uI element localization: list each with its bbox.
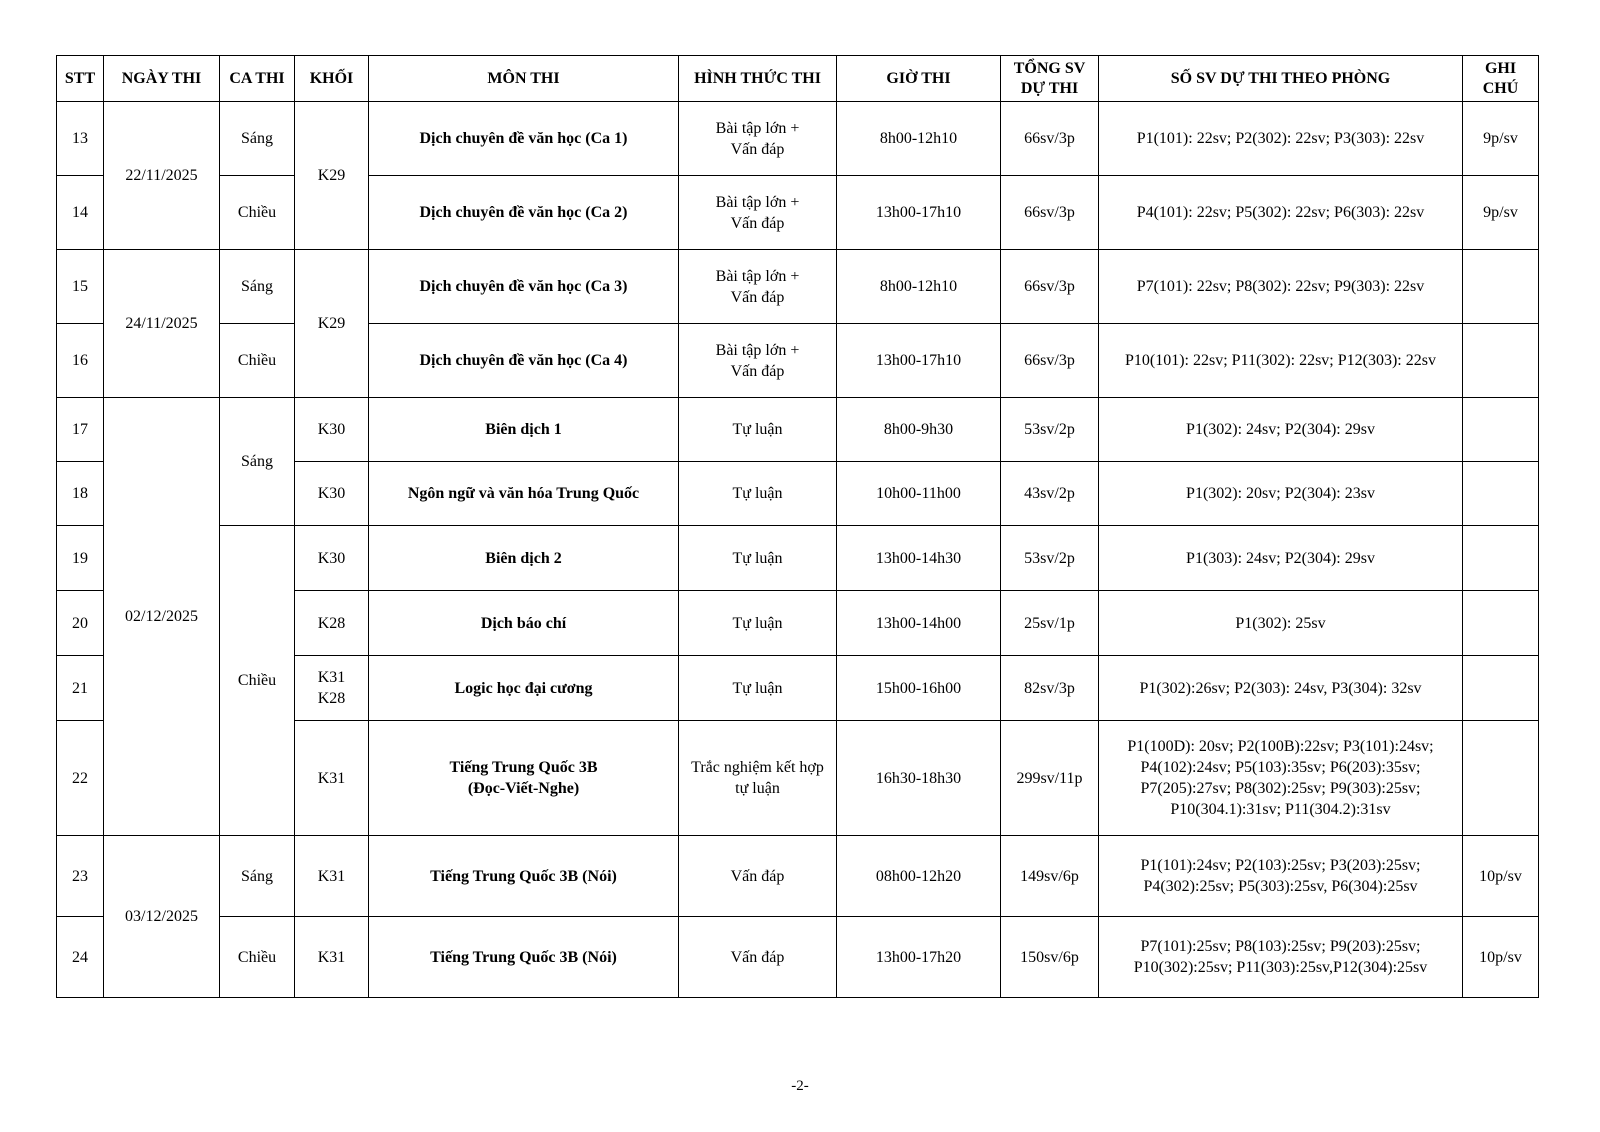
row-format: Tự luận xyxy=(679,462,837,526)
row-stt: 18 xyxy=(57,462,104,526)
row-subject: Dịch chuyên đề văn học (Ca 2) xyxy=(369,176,679,250)
header-time: GIỜ THI xyxy=(837,56,1001,102)
row-stt: 13 xyxy=(57,102,104,176)
row-subject: Dịch chuyên đề văn học (Ca 1) xyxy=(369,102,679,176)
row-rooms: P7(101):25sv; P8(103):25sv; P9(203):25sv; P10(302):25sv; P11(303):25sv,P12(304):25sv xyxy=(1099,917,1463,998)
row-format: Tự luận xyxy=(679,656,837,721)
header-total: TỔNG SV DỰ THI xyxy=(1001,56,1099,102)
row-subject: Ngôn ngữ và văn hóa Trung Quốc xyxy=(369,462,679,526)
row-time: 8h00-12h10 xyxy=(837,250,1001,324)
row-stt: 21 xyxy=(57,656,104,721)
row-stt: 19 xyxy=(57,526,104,591)
row-note xyxy=(1463,721,1539,836)
row-note xyxy=(1463,250,1539,324)
row-total: 43sv/2p xyxy=(1001,462,1099,526)
row-format: Trắc nghiệm kết hợp tự luận xyxy=(679,721,837,836)
row-total: 53sv/2p xyxy=(1001,398,1099,462)
row-rooms: P1(302): 20sv; P2(304): 23sv xyxy=(1099,462,1463,526)
exam-shift: Sáng xyxy=(220,836,295,917)
exam-date: 24/11/2025 xyxy=(104,250,220,398)
row-total: 25sv/1p xyxy=(1001,591,1099,656)
row-format: Vấn đáp xyxy=(679,836,837,917)
exam-shift: Chiều xyxy=(220,917,295,998)
row-time: 15h00-16h00 xyxy=(837,656,1001,721)
exam-shift: Sáng xyxy=(220,250,295,324)
exam-date: 02/12/2025 xyxy=(104,398,220,836)
row-total: 53sv/2p xyxy=(1001,526,1099,591)
row-time: 10h00-11h00 xyxy=(837,462,1001,526)
row-rooms: P1(100D): 20sv; P2(100B):22sv; P3(101):24sv; P4(102):24sv; P5(103):35sv; P6(203):35sv; P7(205):27sv; P8(302):25sv; P9(303):25sv; P10(304.1):31sv; P11(304.2):31sv xyxy=(1099,721,1463,836)
header-rooms: SỐ SV DỰ THI THEO PHÒNG xyxy=(1099,56,1463,102)
row-note xyxy=(1463,526,1539,591)
header-stt: STT xyxy=(57,56,104,102)
row-note xyxy=(1463,398,1539,462)
row-grade: K29 xyxy=(295,102,369,250)
row-grade: K31 K28 xyxy=(295,656,369,721)
row-subject: Dịch chuyên đề văn học (Ca 4) xyxy=(369,324,679,398)
row-note xyxy=(1463,656,1539,721)
row-rooms: P1(302): 25sv xyxy=(1099,591,1463,656)
header-date: NGÀY THI xyxy=(104,56,220,102)
row-grade: K28 xyxy=(295,591,369,656)
row-stt: 23 xyxy=(57,836,104,917)
row-time: 13h00-14h00 xyxy=(837,591,1001,656)
exam-shift: Sáng xyxy=(220,102,295,176)
header-subject: MÔN THI xyxy=(369,56,679,102)
row-total: 66sv/3p xyxy=(1001,176,1099,250)
row-stt: 17 xyxy=(57,398,104,462)
row-total: 66sv/3p xyxy=(1001,102,1099,176)
row-note xyxy=(1463,462,1539,526)
table-row xyxy=(57,836,1539,917)
row-time: 8h00-9h30 xyxy=(837,398,1001,462)
row-stt: 22 xyxy=(57,721,104,836)
row-format: Tự luận xyxy=(679,398,837,462)
row-time: 8h00-12h10 xyxy=(837,102,1001,176)
row-stt: 15 xyxy=(57,250,104,324)
row-stt: 24 xyxy=(57,917,104,998)
row-format: Bài tập lớn + Vấn đáp xyxy=(679,176,837,250)
header-row xyxy=(57,56,1539,102)
row-rooms: P1(101):24sv; P2(103):25sv; P3(203):25sv; P4(302):25sv; P5(303):25sv, P6(304):25sv xyxy=(1099,836,1463,917)
row-total: 66sv/3p xyxy=(1001,250,1099,324)
row-note: 10p/sv xyxy=(1463,836,1539,917)
exam-shift: Chiều xyxy=(220,176,295,250)
row-time: 13h00-17h10 xyxy=(837,324,1001,398)
exam-date: 22/11/2025 xyxy=(104,102,220,250)
row-note: 10p/sv xyxy=(1463,917,1539,998)
row-time: 16h30-18h30 xyxy=(837,721,1001,836)
row-total: 66sv/3p xyxy=(1001,324,1099,398)
row-time: 13h00-17h10 xyxy=(837,176,1001,250)
table-row xyxy=(57,526,1539,591)
row-rooms: P4(101): 22sv; P5(302): 22sv; P6(303): 22sv xyxy=(1099,176,1463,250)
row-rooms: P10(101): 22sv; P11(302): 22sv; P12(303): 22sv xyxy=(1099,324,1463,398)
exam-shift: Chiều xyxy=(220,324,295,398)
exam-shift: Sáng xyxy=(220,398,295,526)
row-subject: Dịch báo chí xyxy=(369,591,679,656)
row-total: 149sv/6p xyxy=(1001,836,1099,917)
row-grade: K30 xyxy=(295,398,369,462)
exam-shift: Chiều xyxy=(220,526,295,836)
row-note xyxy=(1463,324,1539,398)
row-note xyxy=(1463,591,1539,656)
row-subject: Tiếng Trung Quốc 3B (Đọc-Viết-Nghe) xyxy=(369,721,679,836)
row-subject: Logic học đại cương xyxy=(369,656,679,721)
table-row xyxy=(57,324,1539,398)
exam-schedule-table xyxy=(56,55,1539,998)
row-time: 08h00-12h20 xyxy=(837,836,1001,917)
row-grade: K31 xyxy=(295,917,369,998)
header-grade: KHỐI xyxy=(295,56,369,102)
row-grade: K31 xyxy=(295,836,369,917)
row-note: 9p/sv xyxy=(1463,102,1539,176)
table-row xyxy=(57,102,1539,176)
row-subject: Biên dịch 2 xyxy=(369,526,679,591)
header-shift: CA THI xyxy=(220,56,295,102)
row-time: 13h00-14h30 xyxy=(837,526,1001,591)
header-note: GHI CHÚ xyxy=(1463,56,1539,102)
row-grade: K31 xyxy=(295,721,369,836)
row-grade: K30 xyxy=(295,526,369,591)
row-format: Bài tập lớn + Vấn đáp xyxy=(679,250,837,324)
row-note: 9p/sv xyxy=(1463,176,1539,250)
row-subject: Dịch chuyên đề văn học (Ca 3) xyxy=(369,250,679,324)
row-stt: 20 xyxy=(57,591,104,656)
row-rooms: P7(101): 22sv; P8(302): 22sv; P9(303): 22sv xyxy=(1099,250,1463,324)
row-stt: 16 xyxy=(57,324,104,398)
row-subject: Tiếng Trung Quốc 3B (Nói) xyxy=(369,917,679,998)
table-row xyxy=(57,250,1539,324)
row-subject: Biên dịch 1 xyxy=(369,398,679,462)
row-grade: K30 xyxy=(295,462,369,526)
row-format: Tự luận xyxy=(679,591,837,656)
row-rooms: P1(303): 24sv; P2(304): 29sv xyxy=(1099,526,1463,591)
header-format: HÌNH THỨC THI xyxy=(679,56,837,102)
row-format: Bài tập lớn + Vấn đáp xyxy=(679,324,837,398)
row-total: 299sv/11p xyxy=(1001,721,1099,836)
row-stt: 14 xyxy=(57,176,104,250)
row-rooms: P1(101): 22sv; P2(302): 22sv; P3(303): 22sv xyxy=(1099,102,1463,176)
row-total: 150sv/6p xyxy=(1001,917,1099,998)
page-number: -2- xyxy=(791,1078,809,1094)
exam-date: 03/12/2025 xyxy=(104,836,220,998)
table-row xyxy=(57,917,1539,998)
row-total: 82sv/3p xyxy=(1001,656,1099,721)
table-row xyxy=(57,176,1539,250)
table-row xyxy=(57,398,1539,462)
row-format: Bài tập lớn + Vấn đáp xyxy=(679,102,837,176)
row-grade: K29 xyxy=(295,250,369,398)
row-format: Vấn đáp xyxy=(679,917,837,998)
row-rooms: P1(302): 24sv; P2(304): 29sv xyxy=(1099,398,1463,462)
row-subject: Tiếng Trung Quốc 3B (Nói) xyxy=(369,836,679,917)
row-format: Tự luận xyxy=(679,526,837,591)
row-rooms: P1(302):26sv; P2(303): 24sv, P3(304): 32sv xyxy=(1099,656,1463,721)
row-time: 13h00-17h20 xyxy=(837,917,1001,998)
